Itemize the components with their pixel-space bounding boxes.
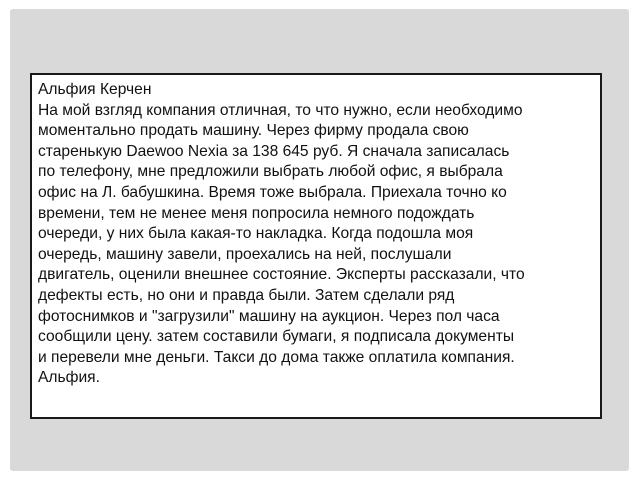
review-text-line: по телефону, мне предложили выбрать любой офис, я выбрала	[38, 163, 503, 181]
review-text-box	[30, 73, 602, 419]
review-text-line: и перевели мне деньги. Такси до дома также оплатила компания.	[38, 348, 515, 366]
review-text-line: очередь, машину завели, проехались на ней, послушали	[38, 245, 452, 263]
review-text-line: времени, тем не менее меня попросила немного подождать	[38, 204, 475, 222]
review-text-line: офис на Л. бабушкина. Время тоже выбрала. Приехала точно ко	[38, 183, 507, 201]
review-text-line: сообщили цену. затем составили бумаги, я подписала документы	[38, 328, 515, 346]
review-text-line: фотоснимков и "загрузили" машину на аукцион. Через пол часа	[38, 307, 500, 325]
review-signature: Альфия.	[38, 369, 100, 387]
review-text-line: старенькую Daewoo Nexia за 138 645 руб. Я сначала записалась	[38, 142, 510, 160]
review-text-line: очереди, у них была какая-то накладка. Когда подошла моя	[38, 225, 474, 243]
review-text-line: моментально продать машину. Через фирму продала свою	[38, 122, 469, 140]
review-author: Альфия Керчен	[38, 81, 152, 98]
review-text-line: двигатель, оценили внешнее состояние. Эксперты рассказали, что	[38, 266, 525, 284]
review-text-line: дефекты есть, но они и правда были. Затем сделали ряд	[38, 286, 455, 304]
review-text-line: На мой взгляд компания отличная, то что нужно, если необходимо	[38, 101, 523, 119]
slide-background	[10, 9, 629, 471]
